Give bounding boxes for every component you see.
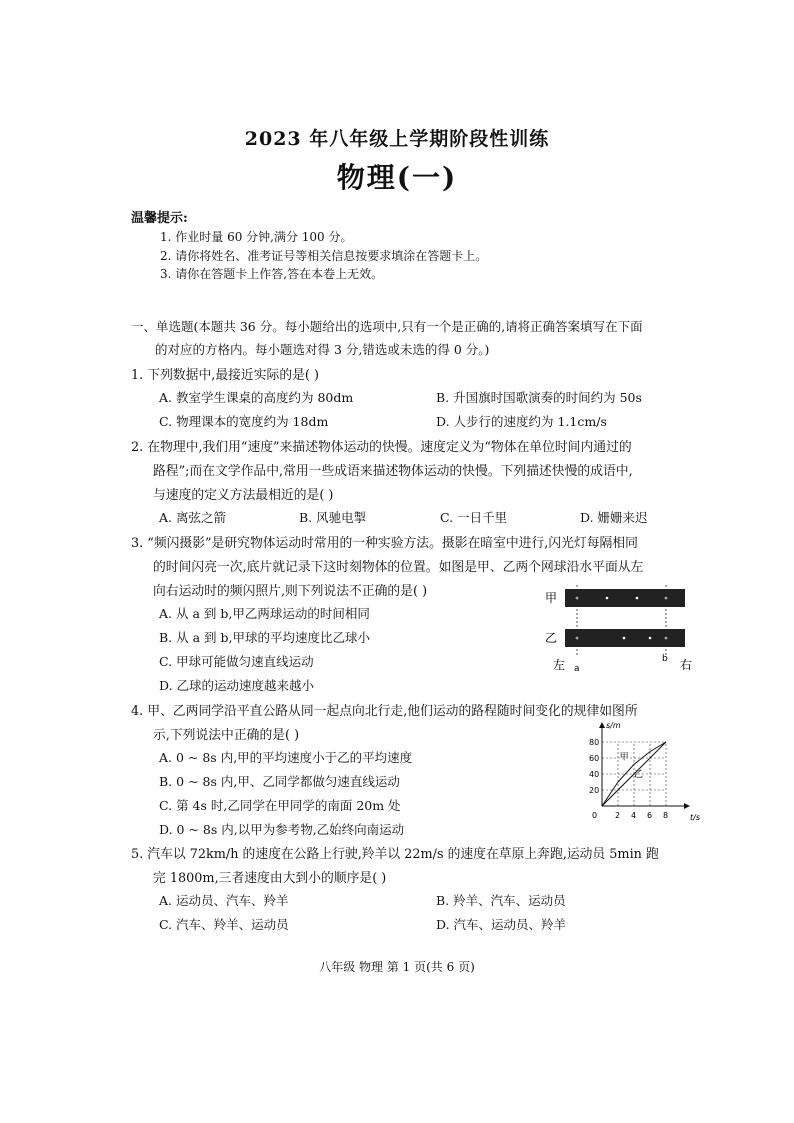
q5-option-b: B. 羚羊、汽车、运动员	[436, 893, 566, 908]
label-b: b	[662, 654, 668, 664]
series-label-yi: 乙	[634, 770, 644, 781]
ball-jia-3	[636, 597, 639, 600]
strobe-photo-figure	[540, 585, 700, 675]
q1-option-a: A. 教室学生课桌的高度约为 80dm	[159, 390, 354, 405]
tip-item-3: 3. 请你在答题卡上作答,答在本卷上无效。	[160, 267, 384, 281]
y-tick-label-0: 20	[589, 786, 600, 795]
q1-stem: 1. 下列数据中,最接近实际的是( )	[131, 368, 319, 383]
distance-time-chart	[580, 720, 700, 828]
q5-option-a: A. 运动员、汽车、羚羊	[159, 893, 289, 908]
y-axis-arrow	[599, 722, 605, 728]
q3-stem-3: 向右运动时的频闪照片,则下列说法不正确的是( )	[153, 584, 428, 599]
q1-option-d: D. 人步行的速度约为 1.1cm/s	[436, 414, 607, 429]
q3-option-c: C. 甲球可能做匀速直线运动	[159, 654, 314, 669]
q2-stem-3: 与速度的定义方法最相近的是( )	[153, 488, 334, 503]
series-label-jia: 甲	[619, 752, 629, 763]
q3-stem-2: 的时间闪亮一次,底片就记录下这时刻物体的位置。如图是甲、乙两个网球沿水平面从左	[153, 560, 644, 575]
exam-subject: 物理(一)	[336, 161, 458, 194]
q4-stem-1: 4. 甲、乙两同学沿平直公路从同一起点向北行走,他们运动的路程随时间变化的规律如图所	[131, 704, 638, 719]
q5-stem-1: 5. 汽车以 72km/h 的速度在公路上行驶,羚羊以 22m/s 的速度在草原上奔跑,运动员 5min 跑	[131, 847, 659, 862]
x-tick-label-2: 4	[631, 811, 637, 820]
x-axis-arrow	[684, 803, 690, 809]
q5-stem-2: 完 1800m,三者速度由大到小的顺序是( )	[153, 871, 387, 886]
y-tick-label-1: 40	[589, 770, 600, 779]
label-yi: 乙	[545, 631, 558, 645]
section1-instructions: 一、单选题(本题共 36 分。每小题给出的选项中,只有一个是正确的,请将正确答案填写在下面	[131, 319, 643, 334]
q4-option-c: C. 第 4s 时,乙同学在甲同学的南面 20m 处	[159, 798, 401, 813]
q2-option-c: C. 一日千里	[440, 510, 508, 525]
q4-stem-2: 示,下列说法中正确的是( )	[153, 728, 300, 743]
label-right: 右	[680, 658, 693, 672]
tip-item-1: 1. 作业时量 60 分钟,满分 100 分。	[160, 230, 353, 244]
q4-option-d: D. 0 ~ 8s 内,以甲为参考物,乙始终向南运动	[159, 822, 405, 837]
q2-option-a: A. 离弦之箭	[159, 510, 226, 525]
x-axis-label: t/s	[690, 813, 700, 822]
x-tick-label-0: 0	[592, 811, 598, 820]
q3-option-b: B. 从 a 到 b,甲球的平均速度比乙球小	[159, 630, 370, 645]
y-tick-label-3: 80	[589, 738, 600, 747]
ball-jia-2	[606, 597, 609, 600]
exam-title: 2023 年八年级上学期阶段性训练	[244, 128, 550, 150]
tip-item-2: 2. 请你将姓名、准考证号等相关信息按要求填涂在答题卡上。	[160, 249, 488, 263]
q2-stem-2: 路程”;而在文学作品中,常用一些成语来描述物体运动的快慢。下列描述快慢的成语中,	[153, 464, 633, 479]
x-tick-label-1: 2	[615, 811, 621, 820]
x-tick-label-3: 6	[647, 811, 653, 820]
q5-option-c: C. 汽车、羚羊、运动员	[159, 917, 289, 932]
q4-option-b: B. 0 ~ 8s 内,甲、乙同学都做匀速直线运动	[159, 774, 400, 789]
q3-stem-1: 3. “频闪摄影”是研究物体运动时常用的一种实验方法。摄影在暗室中进行,闪光灯每隔相同	[131, 536, 638, 551]
q2-option-d: D. 姗姗来迟	[580, 510, 648, 525]
tips-heading: 温馨提示:	[131, 211, 188, 226]
q5-option-d: D. 汽车、运动员、羚羊	[436, 917, 567, 932]
ball-yi-2	[623, 637, 626, 640]
ball-yi-3	[649, 637, 652, 640]
q1-option-b: B. 升国旗时国歌演奏的时间约为 50s	[436, 390, 642, 405]
label-a: a	[574, 664, 580, 674]
label-left: 左	[553, 658, 566, 672]
section1-instructions-cont: 的对应的方格内。每小题选对得 3 分,错选或未选的得 0 分。)	[155, 342, 490, 357]
y-tick-label-2: 60	[589, 754, 600, 763]
page-footer: 八年级 物理 第 1 页(共 6 页)	[319, 960, 475, 974]
q4-option-a: A. 0 ~ 8s 内,甲的平均速度小于乙的平均速度	[159, 750, 413, 765]
q2-stem-1: 2. 在物理中,我们用“速度”来描述物体运动的快慢。速度定义为“物体在单位时间内通过的	[131, 440, 632, 455]
label-jia: 甲	[545, 591, 558, 605]
q3-option-d: D. 乙球的运动速度越来越小	[159, 678, 315, 693]
q2-option-b: B. 风驰电掣	[299, 510, 367, 525]
q3-option-a: A. 从 a 到 b,甲乙两球运动的时间相同	[159, 606, 370, 621]
y-axis-label: s/m	[606, 721, 621, 730]
x-tick-label-4: 8	[663, 811, 669, 820]
q1-option-c: C. 物理课本的宽度约为 18dm	[159, 414, 329, 429]
